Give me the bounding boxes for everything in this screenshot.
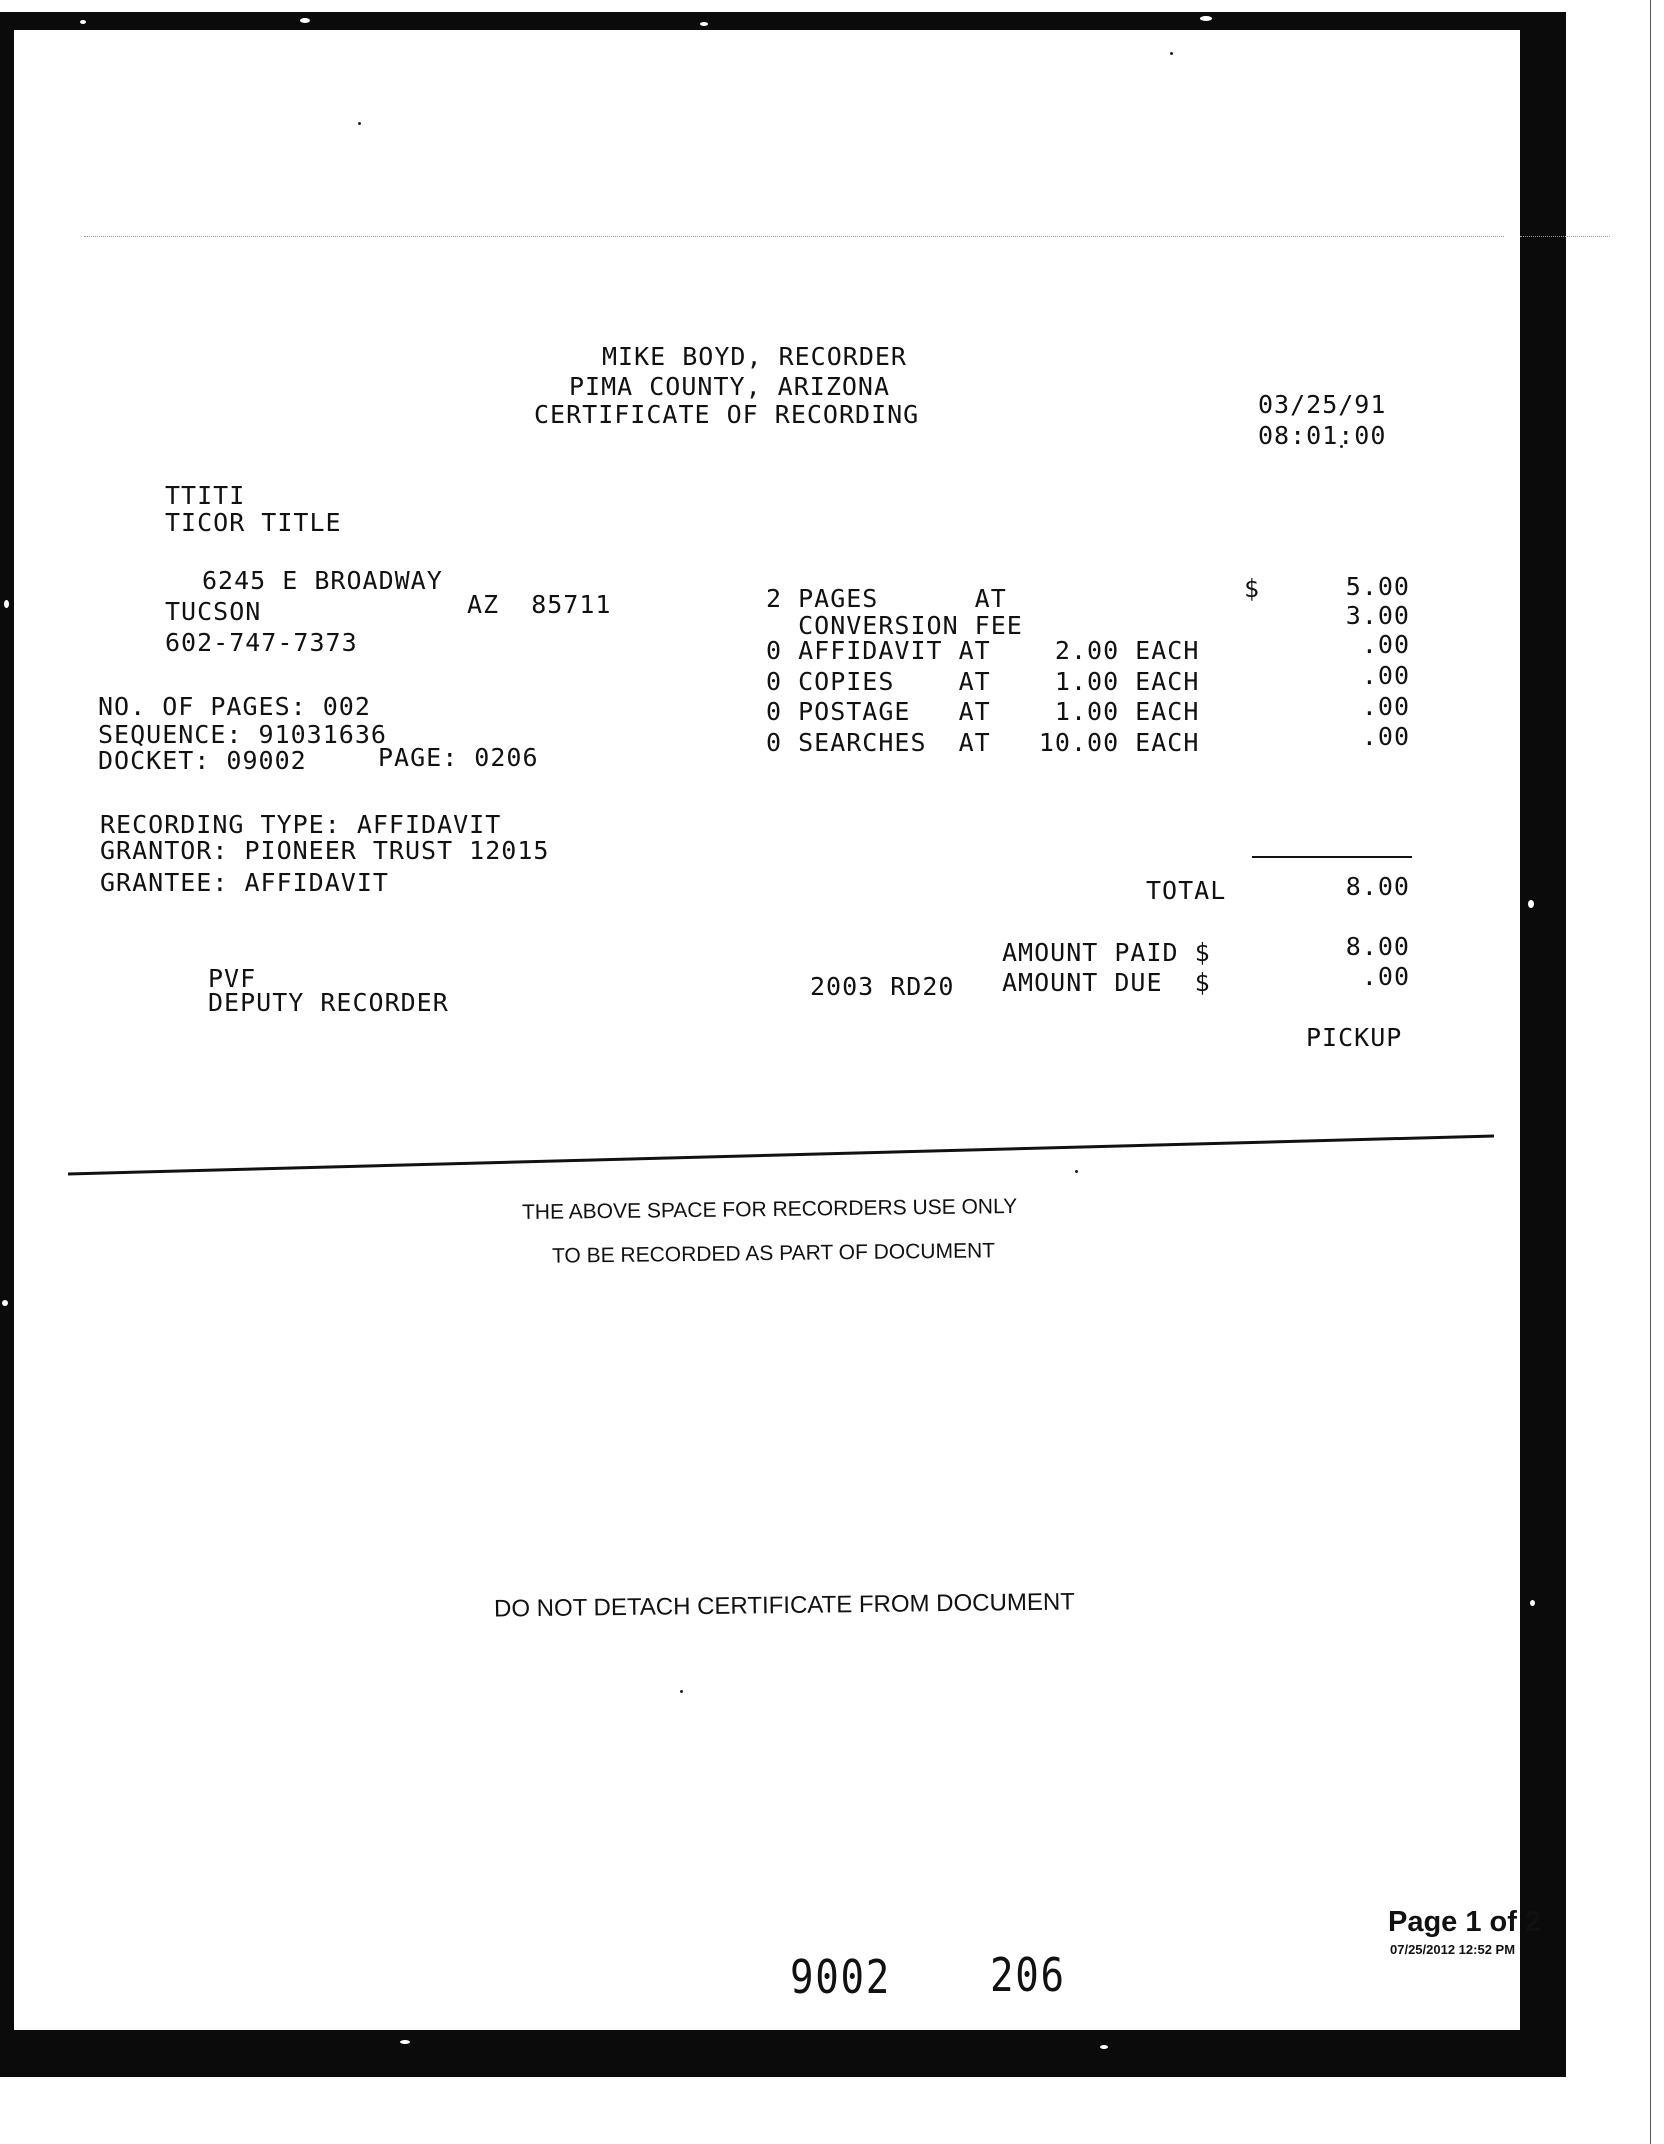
total-label: TOTAL <box>1146 876 1227 905</box>
fee-amount-pages: 5.00 <box>1345 572 1410 601</box>
pickup-label: PICKUP <box>1306 1023 1403 1052</box>
fee-row-postage: 0 POSTAGE AT 1.00 EACH <box>766 697 1200 726</box>
recording-type: RECORDING TYPE: AFFIDAVIT <box>100 810 502 839</box>
fee-row-affidavit: 0 AFFIDAVIT AT 2.00 EACH <box>766 636 1200 665</box>
record-time: 08:01:00 <box>1258 421 1387 450</box>
grantor: GRANTOR: PIONEER TRUST 12015 <box>100 836 550 865</box>
fee-row-copies: 0 COPIES AT 1.00 EACH <box>766 667 1200 696</box>
party-code: TTITI <box>165 481 246 510</box>
footer-docket-number: 9002 <box>790 1950 891 2004</box>
grantee: GRANTEE: AFFIDAVIT <box>100 868 389 897</box>
dollar-sign: $ <box>1244 574 1261 603</box>
fee-amount-conversion: 3.00 <box>1345 601 1410 630</box>
recorded-part-notice: TO BE RECORDED AS PART OF DOCUMENT <box>551 1239 996 1268</box>
recorders-use-notice: THE ABOVE SPACE FOR RECORDERS USE ONLY <box>521 1194 1018 1225</box>
number-of-pages: NO. OF PAGES: 002 <box>98 692 371 721</box>
party-phone: 602-747-7373 <box>165 628 358 657</box>
deputy-title: DEPUTY RECORDER <box>208 988 449 1017</box>
fee-amount-copies: .00 <box>1361 661 1410 690</box>
deputy-initials: PVF <box>208 964 257 993</box>
fee-row-pages: 2 PAGES AT <box>766 584 1007 613</box>
county-name: PIMA COUNTY, ARIZONA <box>569 372 891 401</box>
fee-amount-affidavit: .00 <box>1361 630 1410 659</box>
detach-warning: DO NOT DETACH CERTIFICATE FROM DOCUMENT <box>493 1588 1076 1623</box>
amount-paid-label: AMOUNT PAID $ <box>1002 938 1211 967</box>
party-name: TICOR TITLE <box>165 508 342 537</box>
fee-row-conversion: CONVERSION FEE <box>766 611 1023 640</box>
page-indicator: Page 1 of 2 <box>1388 1906 1542 1938</box>
record-date: 03/25/91 <box>1258 390 1387 419</box>
party-city: TUCSON <box>165 597 262 626</box>
fee-amount-postage: .00 <box>1361 692 1410 721</box>
party-state-zip: AZ 85711 <box>467 590 612 619</box>
fee-row-searches: 0 SEARCHES AT 10.00 EACH <box>766 728 1200 757</box>
fee-amount-searches: .00 <box>1361 722 1410 751</box>
sequence-number: SEQUENCE: 91031636 <box>98 720 387 749</box>
amount-due-label: AMOUNT DUE $ <box>1002 968 1211 997</box>
docket-page: PAGE: 0206 <box>378 743 539 772</box>
station-code: 2003 RD20 <box>810 972 955 1001</box>
amount-paid: 8.00 <box>1345 932 1410 961</box>
amount-due: .00 <box>1361 962 1410 991</box>
recorder-name: MIKE BOYD, RECORDER <box>602 342 907 371</box>
footer-page-number: 206 <box>990 1948 1066 2002</box>
certificate-title: CERTIFICATE OF RECORDING <box>534 400 920 429</box>
docket-number: DOCKET: 09002 <box>98 746 307 775</box>
total-amount: 8.00 <box>1345 872 1410 901</box>
party-address: 6245 E BROADWAY <box>202 566 443 595</box>
print-timestamp: 07/25/2012 12:52 PM <box>1390 1942 1516 1957</box>
